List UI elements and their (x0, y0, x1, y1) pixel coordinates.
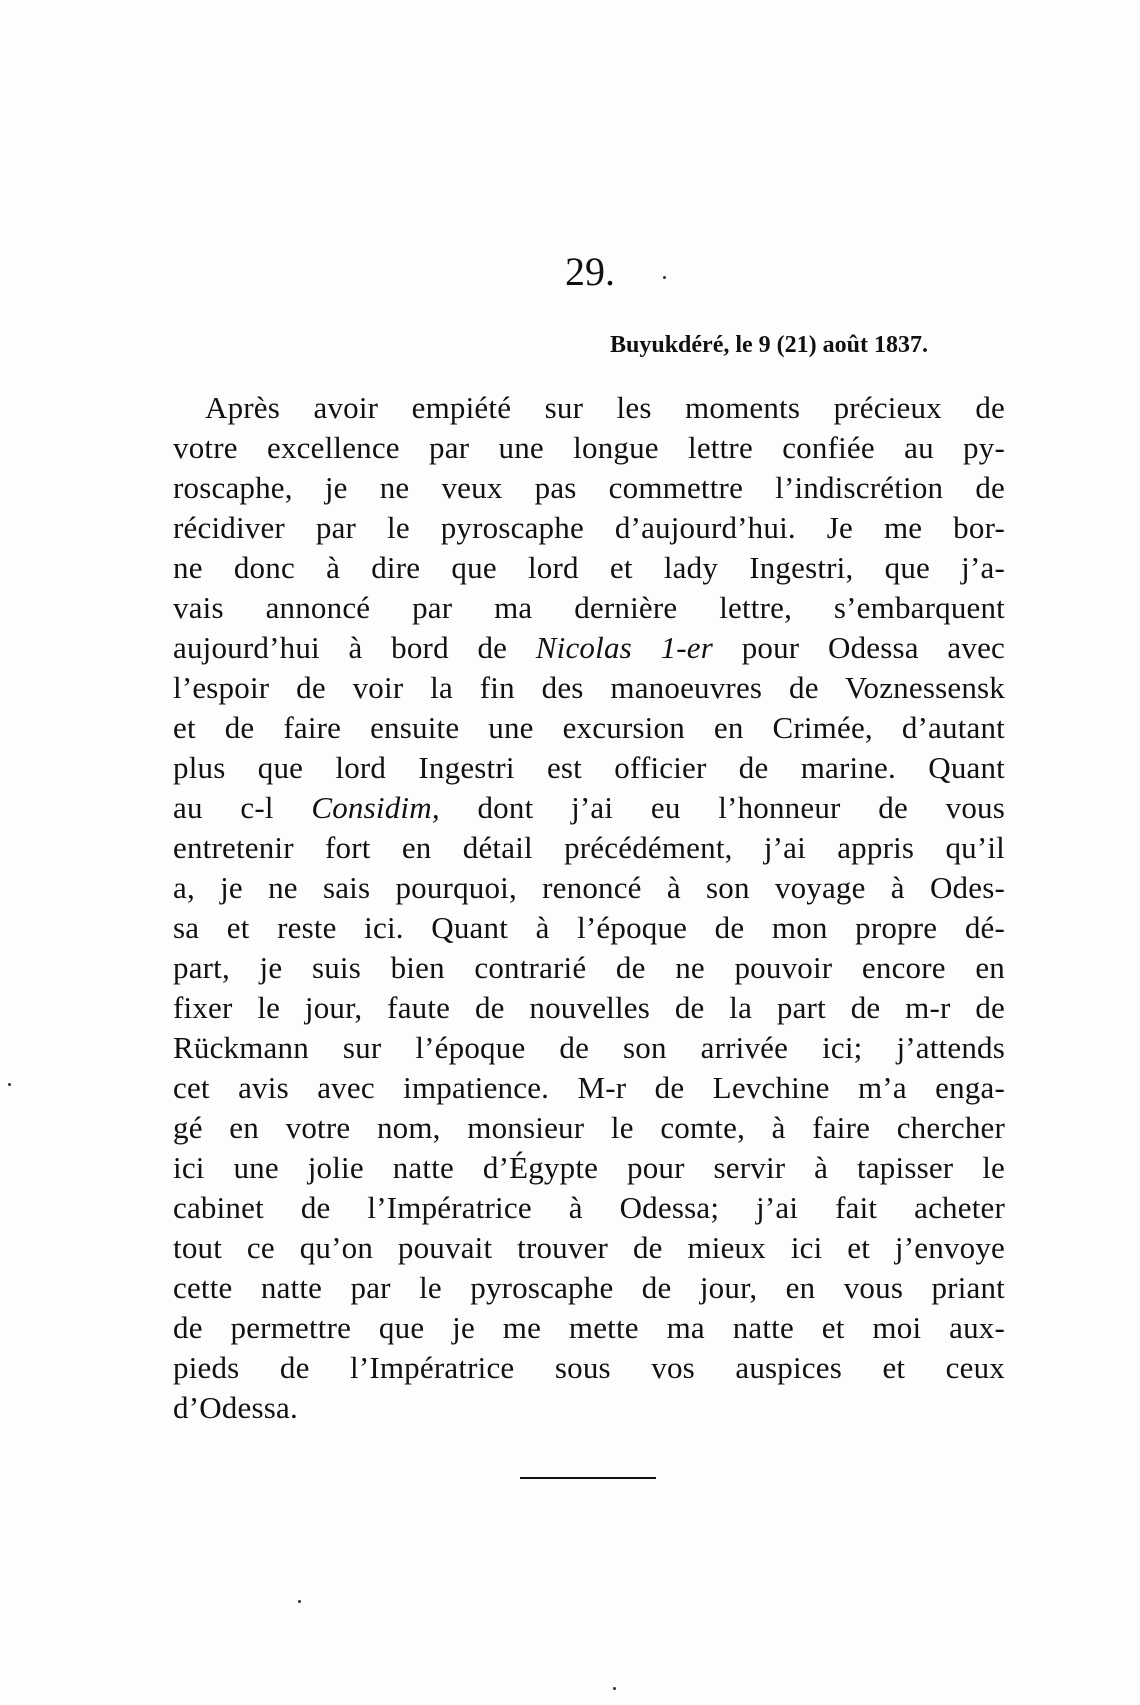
closing-rule (520, 1477, 656, 1479)
person-name: Considim, (311, 790, 440, 825)
body-line: ici une jolie natte d’Égypte pour servir à tapisser le (173, 1150, 1005, 1185)
body-line: part, je suis bien contrarié de ne pouvoir encore en (173, 950, 1005, 985)
body-line: sa et reste ici. Quant à l’époque de mon propre dé- (173, 910, 1005, 945)
body-line: Rückmann sur l’époque de son arrivée ici; j’attends (173, 1030, 1005, 1065)
body-line-part: pour Odessa avec (713, 630, 1005, 665)
print-speck (298, 1600, 301, 1603)
print-speck (663, 276, 666, 279)
body-line: cette natte par le pyroscaphe de jour, en vous priant (173, 1270, 1005, 1305)
print-speck (8, 1083, 11, 1086)
letter-body (173, 388, 1005, 1428)
body-line: tout ce qu’on pouvait trouver de mieux ici et j’envoye (173, 1230, 1005, 1265)
ship-name: Nicolas 1-er (535, 630, 714, 665)
body-line: entretenir fort en détail précédément, j’ai appris qu’il (173, 830, 1005, 865)
body-line: l’espoir de voir la fin des manoeuvres de Voznessensk (173, 670, 1005, 705)
body-line: ne donc à dire que lord et lady Ingestri, que j’a- (173, 550, 1005, 585)
body-line: roscaphe, je ne veux pas commettre l’indiscrétion de (173, 470, 1005, 505)
body-line: et de faire ensuite une excursion en Crimée, d’autant (173, 710, 1005, 745)
body-line: cet avis avec impatience. M-r de Levchine m’a enga- (173, 1070, 1005, 1105)
body-line (173, 628, 1005, 668)
body-line: vais annoncé par ma dernière lettre, s’embarquent (173, 590, 1005, 625)
body-line: votre excellence par une longue lettre confiée au py- (173, 430, 1005, 465)
dateline: Buyukdéré, le 9 (21) août 1837. (610, 332, 928, 358)
body-line: fixer le jour, faute de nouvelles de la part de m-r de (173, 990, 1005, 1025)
body-line: pieds de l’Impératrice sous vos auspices et ceux (173, 1350, 1005, 1385)
body-line: de permettre que je me mette ma natte et moi aux- (173, 1310, 1005, 1345)
body-line-part: au c-l (173, 790, 312, 825)
body-line: récidiver par le pyroscaphe d’aujourd’hui. Je me bor- (173, 510, 1005, 545)
body-line-part: dont j’ai eu l’honneur de vous (439, 790, 1005, 825)
body-line (173, 788, 1005, 828)
body-line: plus que lord Ingestri est officier de marine. Quant (173, 750, 1005, 785)
body-line: d’Odessa. (173, 1390, 298, 1425)
body-line: cabinet de l’Impératrice à Odessa; j’ai fait acheter (173, 1190, 1005, 1225)
body-line: Après avoir empiété sur les moments précieux de (205, 390, 1005, 425)
body-line: a, je ne sais pourquoi, renoncé à son voyage à Odes- (173, 870, 1005, 905)
body-line: gé en votre nom, monsieur le comte, à faire chercher (173, 1110, 1005, 1145)
print-speck (613, 1687, 616, 1690)
letter-number: 29. (565, 249, 615, 294)
body-line-part: aujourd’hui à bord de (173, 630, 536, 665)
